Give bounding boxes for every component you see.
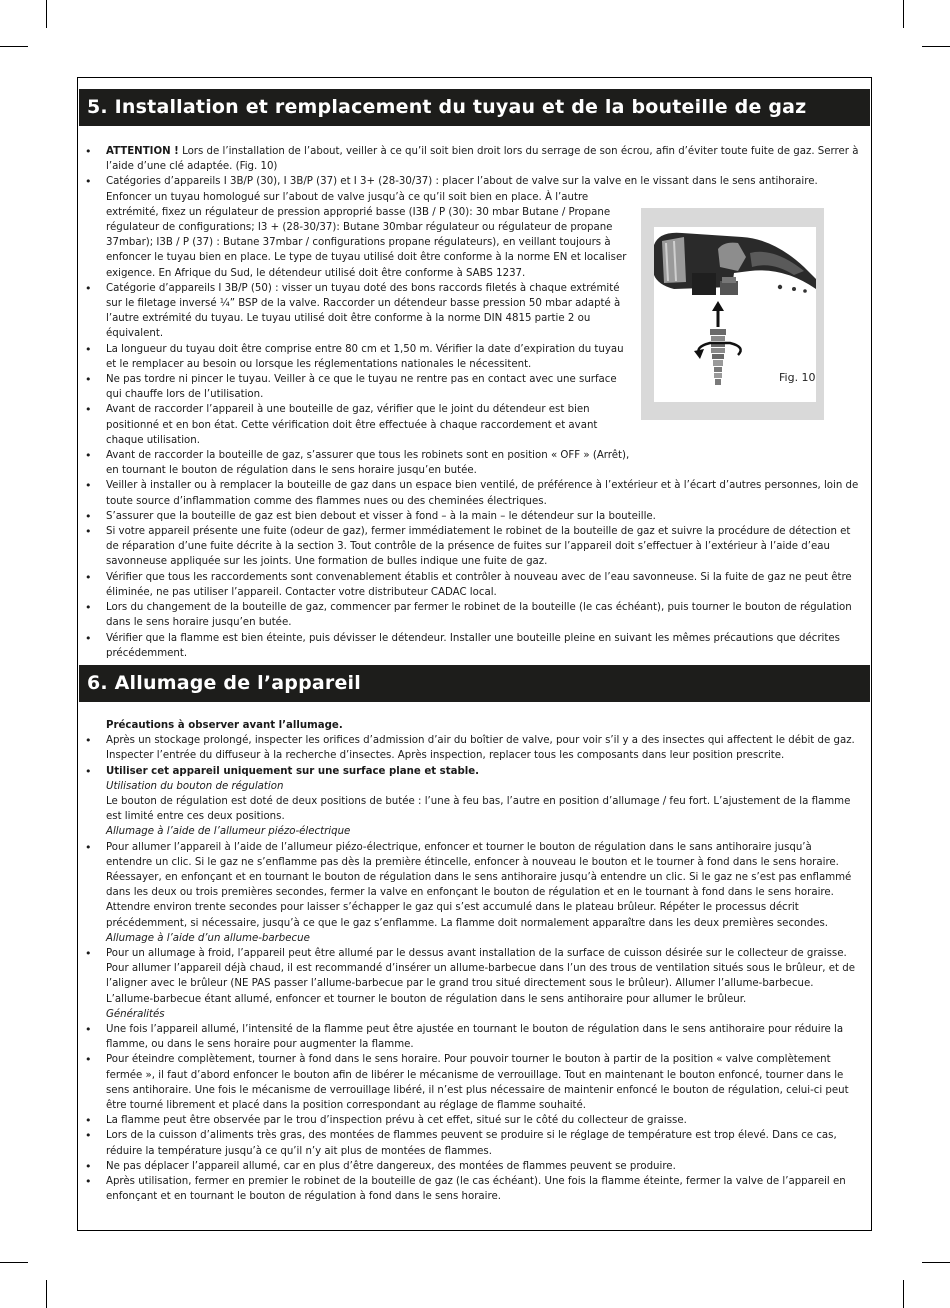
section-6-heading: 6. Allumage de l’appareil: [79, 665, 870, 702]
crop-mark: [0, 1262, 28, 1263]
figure-label: Fig. 10: [779, 371, 816, 384]
list-item: • Pour un allumage à froid, l’appareil peut être allumé par le dessus avant installation de la surface de cuisson désirée sur le collecteur de graisse. Pour allumer l’appareil déjà chaud, il est recommandé d’insérer un allume-barbecue dans l’un des trous de ventilation situés sous le brûleur, et de l’aligner avec le brûleur (NE PAS passer l’allume-barbecue par le grand trou situé directement sous le brûleur). Allumer l’allume-barbecue. L’allume-barbecue étant allumé, enfoncer et tourner le bouton de régulation dans le sens antihoraire pour allumer le brûleur.: [78, 946, 860, 1007]
list-item: • La flamme peut être observée par le trou d’inspection prévu à cet effet, situé sur le côté du collecteur de graisse.: [78, 1113, 860, 1128]
list-item: extrémité, fixez un régulateur de pression approprié basse (I3B / P (30): 30 mbar Butane / Propane régulateur de configurations; I3 + (28-30/37): Butane 30mbar régulateur ou régulateur de propane 37mbar); I3B / P (37) : Butane 37mbar / configurations propane régulateurs), en veillant toujours à enfoncer le tuyau bien en place. Le type de tuyau utilisé doit être conforme à la norme EN et localiser exigence. En Afrique du Sud, le détendeur utilisé doit être conforme à SABS 1237.: [106, 206, 627, 279]
list-item: • Vérifier que la flamme est bien éteinte, puis dévisser le détendeur. Installer une bouteille pleine en suivant les mêmes précautions que décrites précédemment.: [78, 631, 860, 661]
list-item: • Utiliser cet appareil uniquement sur une surface plane et stable.: [78, 764, 860, 779]
list-item: Précautions à observer avant l’allumage.: [106, 720, 343, 731]
list-item: Généralités: [106, 1008, 165, 1020]
crop-mark: [922, 46, 950, 47]
section-5-heading: 5. Installation et remplacement du tuyau et de la bouteille de gaz: [79, 89, 870, 126]
figure-10: [641, 208, 824, 420]
crop-mark: [903, 1280, 904, 1308]
list-item: • Si votre appareil présente une fuite (odeur de gaz), fermer immédiatement le robinet de la bouteille de gaz et suivre la procédure de détection et de réparation d’une fuite décrite à la section 3. Tout contrôle de la présence de fuites sur l’appareil doit s’effectuer à l’extérieur à l’aide d’eau savonneuse appliquée sur les joints. Une formation de bulles indique une fuite de gaz.: [78, 524, 860, 570]
list-item: • Lors du changement de la bouteille de gaz, commencer par fermer le robinet de la bouteille (le cas échéant), puis tourner le bouton de régulation dans le sens horaire jusqu’en butée.: [78, 600, 860, 630]
crop-mark: [46, 1280, 47, 1308]
list-item: • S’assurer que la bouteille de gaz est bien debout et visser à fond – à la main – le détendeur sur la bouteille.: [78, 509, 860, 524]
list-item: • Après un stockage prolongé, inspecter les orifices d’admission d’air du boîtier de valve, pour voir s’il y a des insectes qui affectent le débit de gaz. Inspecter l’entrée du diffuseur à la recherche d’insectes. Après inspection, replacer tous les composants dans leur position prescrite.: [78, 733, 860, 763]
list-item: • Ne pas tordre ni pincer le tuyau. Veiller à ce que le tuyau ne rentre pas en contact avec une surface qui chauffe lors de l’utilisation.: [78, 372, 631, 402]
crop-mark: [0, 46, 28, 47]
list-item: • Catégories d’appareils I 3B/P (30), I 3B/P (37) et I 3+ (28-30/37) : placer l’about de valve sur la valve en le vissant dans le sens antihoraire. Enfoncer un tuyau homologué sur l’about de valve jusqu’à ce qu’il soit bien en place. À l’autre: [78, 174, 860, 204]
list-item: Utilisation du bouton de régulation: [106, 780, 284, 792]
page-frame: [77, 77, 872, 1231]
section-6-list: [78, 718, 860, 1205]
list-item: • Avant de raccorder l’appareil à une bouteille de gaz, vérifier que le joint du détendeur est bien positionné et en bon état. Cette vérification doit être effectuée à chaque raccordement et avant chaque utilisation.: [78, 402, 631, 448]
list-item: • Vérifier que tous les raccordements sont convenablement établis et contrôler à nouveau avec de l’eau savonneuse. Si la fuite de gaz ne peut être éliminée, ne pas utiliser l’appareil. Contacter votre distributeur CADAC local.: [78, 570, 860, 600]
list-item: • Une fois l’appareil allumé, l’intensité de la flamme peut être ajustée en tournant le bouton de régulation dans le sens antihoraire pour réduire la flamme, ou dans le sens horaire pour augmenter la flamme.: [78, 1022, 860, 1052]
list-item: • ATTENTION ! Lors de l’installation de l’about, veiller à ce qu’il soit bien droit lors du serrage de son écrou, afin d’éviter toute fuite de gaz. Serrer à l’aide d’une clé adaptée. (Fig. 10): [78, 144, 860, 174]
crop-mark: [903, 0, 904, 28]
list-item: • Ne pas déplacer l’appareil allumé, car en plus d’être dangereux, des montées de flammes peuvent se produire.: [78, 1159, 860, 1174]
list-item: • Avant de raccorder la bouteille de gaz, s’assurer que tous les robinets sont en position « OFF » (Arrêt), en tournant le bouton de régulation dans le sens horaire jusqu’en butée.: [78, 448, 631, 478]
crop-mark: [922, 1262, 950, 1263]
list-item: • Lors de la cuisson d’aliments très gras, des montées de flammes peuvent se produire si le réglage de température est trop élevé. Dans ce cas, réduire la température jusqu’à ce qu’il n’y ait plus de montées de flammes.: [78, 1128, 860, 1158]
list-item: Allumage à l’aide de l’allumeur piézo-électrique: [106, 826, 351, 838]
list-item: • Pour éteindre complètement, tourner à fond dans le sens horaire. Pour pouvoir tourner le bouton à partir de la position « valve complètement fermée », il faut d’abord enfoncer le bouton afin de libérer le mécanisme de verrouillage. Tout en maintenant le bouton enfoncé, tourner dans le sens antihoraire. Une fois le mécanisme de verrouillage libéré, il n’est plus nécessaire de maintenir enfoncé le bouton de régulation, celui-ci peut être tourné librement et placé dans la position correspondant au réglage de flamme souhaité.: [78, 1052, 860, 1113]
list-item: • Catégorie d’appareils I 3B/P (50) : visser un tuyau doté des bons raccords filetés à chaque extrémité sur le filetage inversé ¼” BSP de la valve. Raccorder un détendeur basse pression 50 mbar adapté à l’autre extrémité du tuyau. Le tuyau utilisé doit être conforme à la norme DIN 4815 partie 2 ou équivalent.: [78, 281, 631, 342]
list-item: • Veiller à installer ou à remplacer la bouteille de gaz dans un espace bien ventilé, de préférence à l’extérieur et à l’écart d’autres personnes, loin de toute source d’inflammation comme des flammes nues ou des cheminées électriques.: [78, 478, 860, 508]
list-item: Le bouton de régulation est doté de deux positions de butée : l’une à feu bas, l’autre en position d’allumage / feu fort. L’ajustement de la flamme est limité entre ces deux positions.: [106, 796, 851, 823]
list-item: • Pour allumer l’appareil à l’aide de l’allumeur piézo-électrique, enfoncer et tourner le bouton de régulation dans le sans antihoraire jusqu’à entendre un clic. Si le gaz ne s’enflamme pas dès la première étincelle, enfoncer à nouveau le bouton et le tourner à fond dans le sens horaire. Réessayer, en enfonçant et en tournant le bouton de régulation dans le sens antihoraire jusqu’à entendre un clic. Si le gaz ne s’est pas enflammé dans les deux ou trois premières secondes, fermer la valve en enfonçant le bouton de régulation et en le tournant à fond dans le sens horaire. Attendre environ trente secondes pour laisser s’échapper le gaz qui s’est accumulé dans le plateau brûleur. Répéter le processus décrit précédemment, si nécessaire, jusqu’à ce que le gaz s’enflamme. La flamme doit normalement apparaître dans les deux premières secondes.: [78, 840, 860, 931]
list-item: • La longueur du tuyau doit être comprise entre 80 cm et 1,50 m. Vérifier la date d’expiration du tuyau et le remplacer au besoin ou lorsque les réglementations nationales le nécessitent.: [78, 342, 631, 372]
list-item: Allumage à l’aide d’un allume-barbecue: [106, 932, 310, 944]
crop-mark: [46, 0, 47, 28]
list-item: • Après utilisation, fermer en premier le robinet de la bouteille de gaz (le cas échéant). Une fois la flamme éteinte, fermer la valve de l’appareil en enfonçant et en tournant le bouton de régulation à fond dans le sens horaire.: [78, 1174, 860, 1204]
